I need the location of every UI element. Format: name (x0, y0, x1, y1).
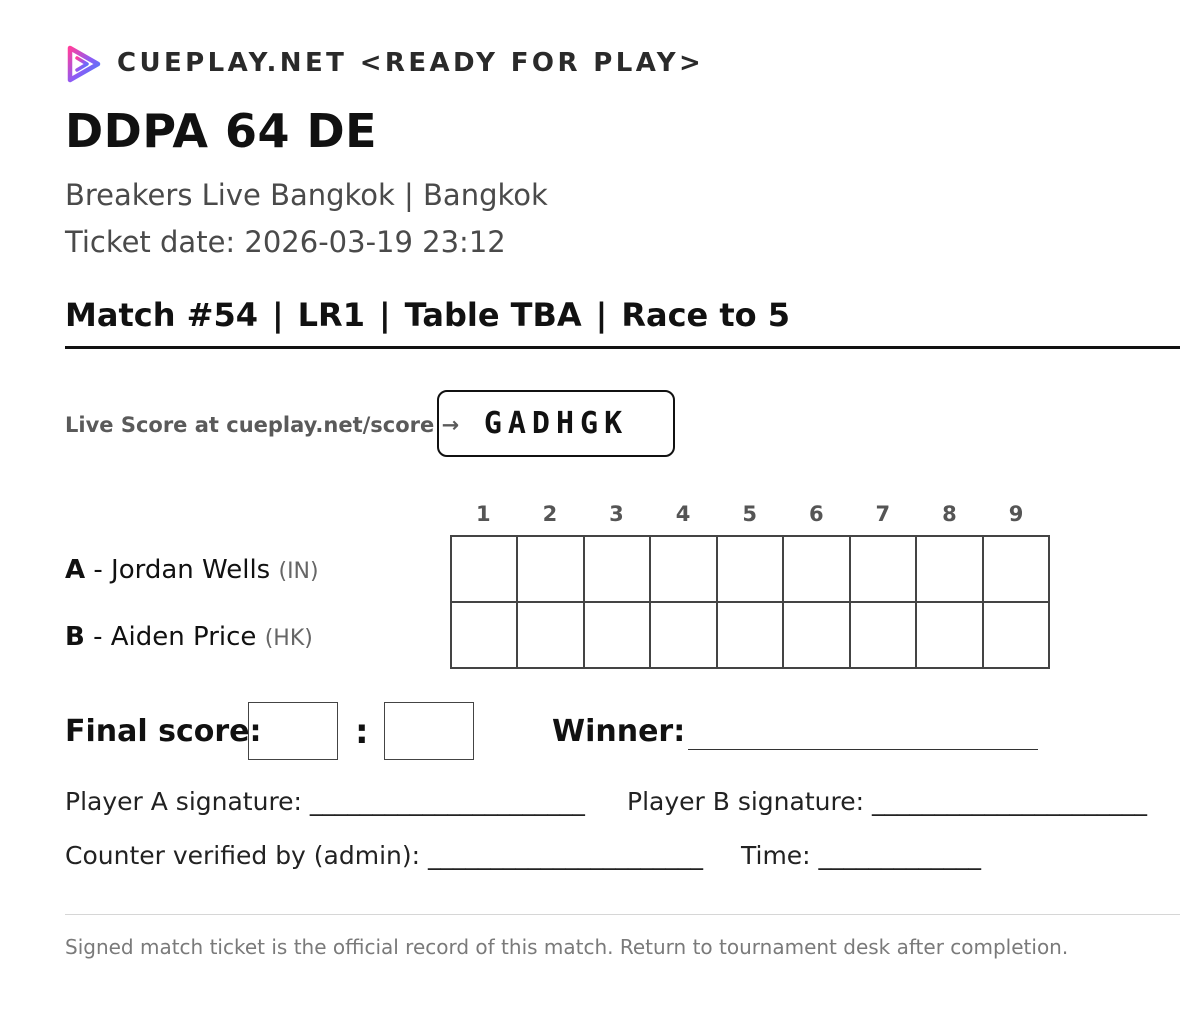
score-colon: : (355, 712, 369, 752)
live-score-code: GADHGK (483, 406, 629, 441)
player-a-label (65, 555, 319, 585)
rack-score-cell[interactable] (850, 602, 916, 668)
footer-note: Signed match ticket is the official record of this match. Return to tournament desk after completion. (65, 935, 1069, 959)
match-table: Table TBA (404, 296, 582, 334)
rack-column-header: 9 (1008, 502, 1024, 526)
match-info-line (65, 296, 790, 334)
rack-score-cell[interactable] (517, 602, 583, 668)
player-a-score-row (451, 536, 1049, 602)
rack-score-cell[interactable] (717, 536, 783, 602)
rack-score-cell[interactable] (584, 602, 650, 668)
final-score-label: Final score: (65, 714, 262, 749)
event-title: DDPA 64 DE (65, 104, 378, 158)
rack-score-grid (450, 535, 1050, 669)
rack-score-cell[interactable] (717, 602, 783, 668)
player-a-signature-line: Player A signature: ______________________ (65, 787, 585, 816)
final-score-a-box[interactable] (248, 702, 338, 760)
brand-logo-container (65, 44, 103, 84)
player-b-score-row (451, 602, 1049, 668)
rack-score-cell[interactable] (451, 536, 517, 602)
brand-name: CUEPLAY.NET <READY FOR PLAY> (117, 48, 705, 78)
player-dash: - (84, 622, 111, 652)
rack-score-cell[interactable] (451, 602, 517, 668)
header-divider (65, 346, 1180, 349)
winner-write-line[interactable] (688, 749, 1038, 750)
rack-score-cell[interactable] (650, 602, 716, 668)
live-score-code-box (437, 390, 675, 457)
play-triangle-icon (65, 44, 103, 84)
final-score-b-box[interactable] (384, 702, 474, 760)
player-name: Aiden Price (110, 622, 257, 652)
player-b-signature-line: Player B signature: ______________________ (627, 787, 1147, 816)
winner-label: Winner: (552, 714, 686, 749)
rack-column-header: 6 (808, 502, 824, 526)
rack-column-headers (450, 502, 1050, 530)
separator: | (595, 296, 608, 334)
player-dash: - (85, 555, 112, 585)
rack-score-cell[interactable] (983, 602, 1050, 668)
admin-verification-line: Counter verified by (admin): ______________________ (65, 841, 704, 870)
ticket-date: Ticket date: 2026-03-19 23:12 (65, 225, 506, 259)
match-round: LR1 (297, 296, 365, 334)
time-line: Time: _____________ (741, 841, 982, 870)
match-number: Match #54 (65, 296, 258, 334)
player-b-label (65, 622, 313, 652)
player-letter: B (65, 622, 85, 652)
separator: | (378, 296, 391, 334)
rack-column-header: 5 (742, 502, 757, 526)
rack-column-header: 7 (875, 502, 891, 526)
player-country: (IN) (278, 559, 319, 584)
rack-score-cell[interactable] (850, 536, 916, 602)
player-letter: A (65, 555, 86, 585)
rack-score-cell[interactable] (584, 536, 650, 602)
separator: | (271, 296, 284, 334)
rack-column-header: 4 (675, 502, 691, 526)
rack-column-header: 8 (942, 502, 957, 526)
rack-column-header: 3 (609, 502, 624, 526)
live-score-label: Live Score at cueplay.net/score → (65, 413, 460, 437)
rack-score-cell[interactable] (916, 536, 982, 602)
rack-score-cell[interactable] (783, 536, 849, 602)
footer-divider (65, 914, 1180, 915)
rack-column-header: 2 (542, 502, 558, 526)
player-name: Jordan Wells (111, 555, 271, 585)
match-race: Race to 5 (621, 296, 791, 334)
rack-score-cell[interactable] (983, 536, 1050, 602)
rack-score-cell[interactable] (650, 536, 716, 602)
rack-score-cell[interactable] (517, 536, 583, 602)
rack-score-cell[interactable] (783, 602, 849, 668)
player-country: (HK) (264, 626, 313, 651)
rack-score-cell[interactable] (916, 602, 982, 668)
rack-column-header: 1 (475, 502, 491, 526)
event-venue: Breakers Live Bangkok | Bangkok (65, 178, 548, 212)
